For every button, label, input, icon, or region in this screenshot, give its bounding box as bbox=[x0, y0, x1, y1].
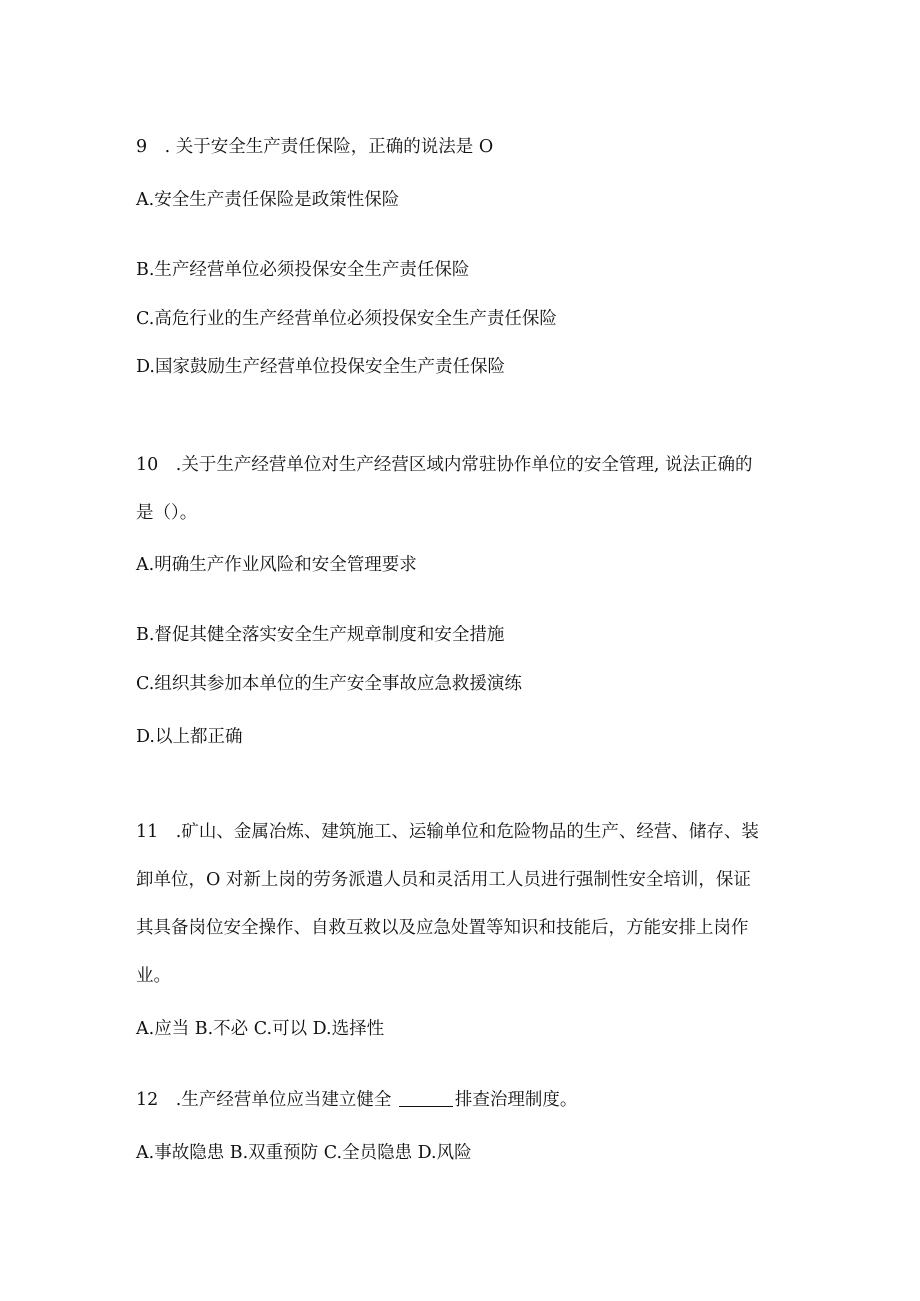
question-12-stem-after-blank: 排查治理制度。 bbox=[454, 1090, 578, 1110]
question-9-option-a: A.安全生产责任保险是政策性保险 bbox=[136, 190, 400, 210]
question-12-stem-before-blank: 12 .生产经营单位应当建立健全 bbox=[136, 1090, 397, 1110]
answer-blank bbox=[399, 1088, 453, 1107]
question-11-options: A.应当 B.不必 C.可以 D.选择性 bbox=[136, 1019, 385, 1039]
question-10-option-c: C.组织其参加本单位的生产安全事故应急救援演练 bbox=[136, 674, 522, 694]
question-9-option-b: B.生产经营单位必须投保安全生产责任保险 bbox=[136, 260, 470, 280]
question-11-stem-line-2: 卸单位，O 对新上岗的劳务派遣人员和灵活用工人员进行强制性安全培训，保证 bbox=[136, 870, 751, 890]
question-10-stem-line-2: 是（）。 bbox=[136, 503, 198, 523]
question-9-option-d: D.国家鼓励生产经营单位投保安全生产责任保险 bbox=[136, 357, 505, 377]
question-10-option-d: D.以上都正确 bbox=[136, 727, 243, 747]
question-12-stem bbox=[136, 1088, 577, 1112]
question-10-stem-line-1: 10 .关于生产经营单位对生产经营区域内常驻协作单位的安全管理, 说法正确的 bbox=[136, 455, 753, 475]
question-11-stem-line-1: 11 .矿山、金属冶炼、建筑施工、运输单位和危险物品的生产、经营、储存、装 bbox=[136, 822, 759, 842]
question-9-stem: 9 . 关于安全生产责任保险，正确的说法是 O bbox=[136, 137, 494, 157]
question-11-stem-line-3: 其具备岗位安全操作、自救互救以及应急处置等知识和技能后，方能安排上岗作 bbox=[136, 918, 749, 938]
question-11-stem-line-4: 业。 bbox=[136, 966, 171, 986]
question-10-option-b: B.督促其健全落实安全生产规章制度和安全措施 bbox=[136, 625, 505, 645]
question-10-option-a: A.明确生产作业风险和安全管理要求 bbox=[136, 555, 417, 575]
question-12-options: A.事故隐患 B.双重预防 C.全员隐患 D.风险 bbox=[136, 1143, 472, 1163]
question-9-option-c: C.高危行业的生产经营单位必须投保安全生产责任保险 bbox=[136, 309, 557, 329]
